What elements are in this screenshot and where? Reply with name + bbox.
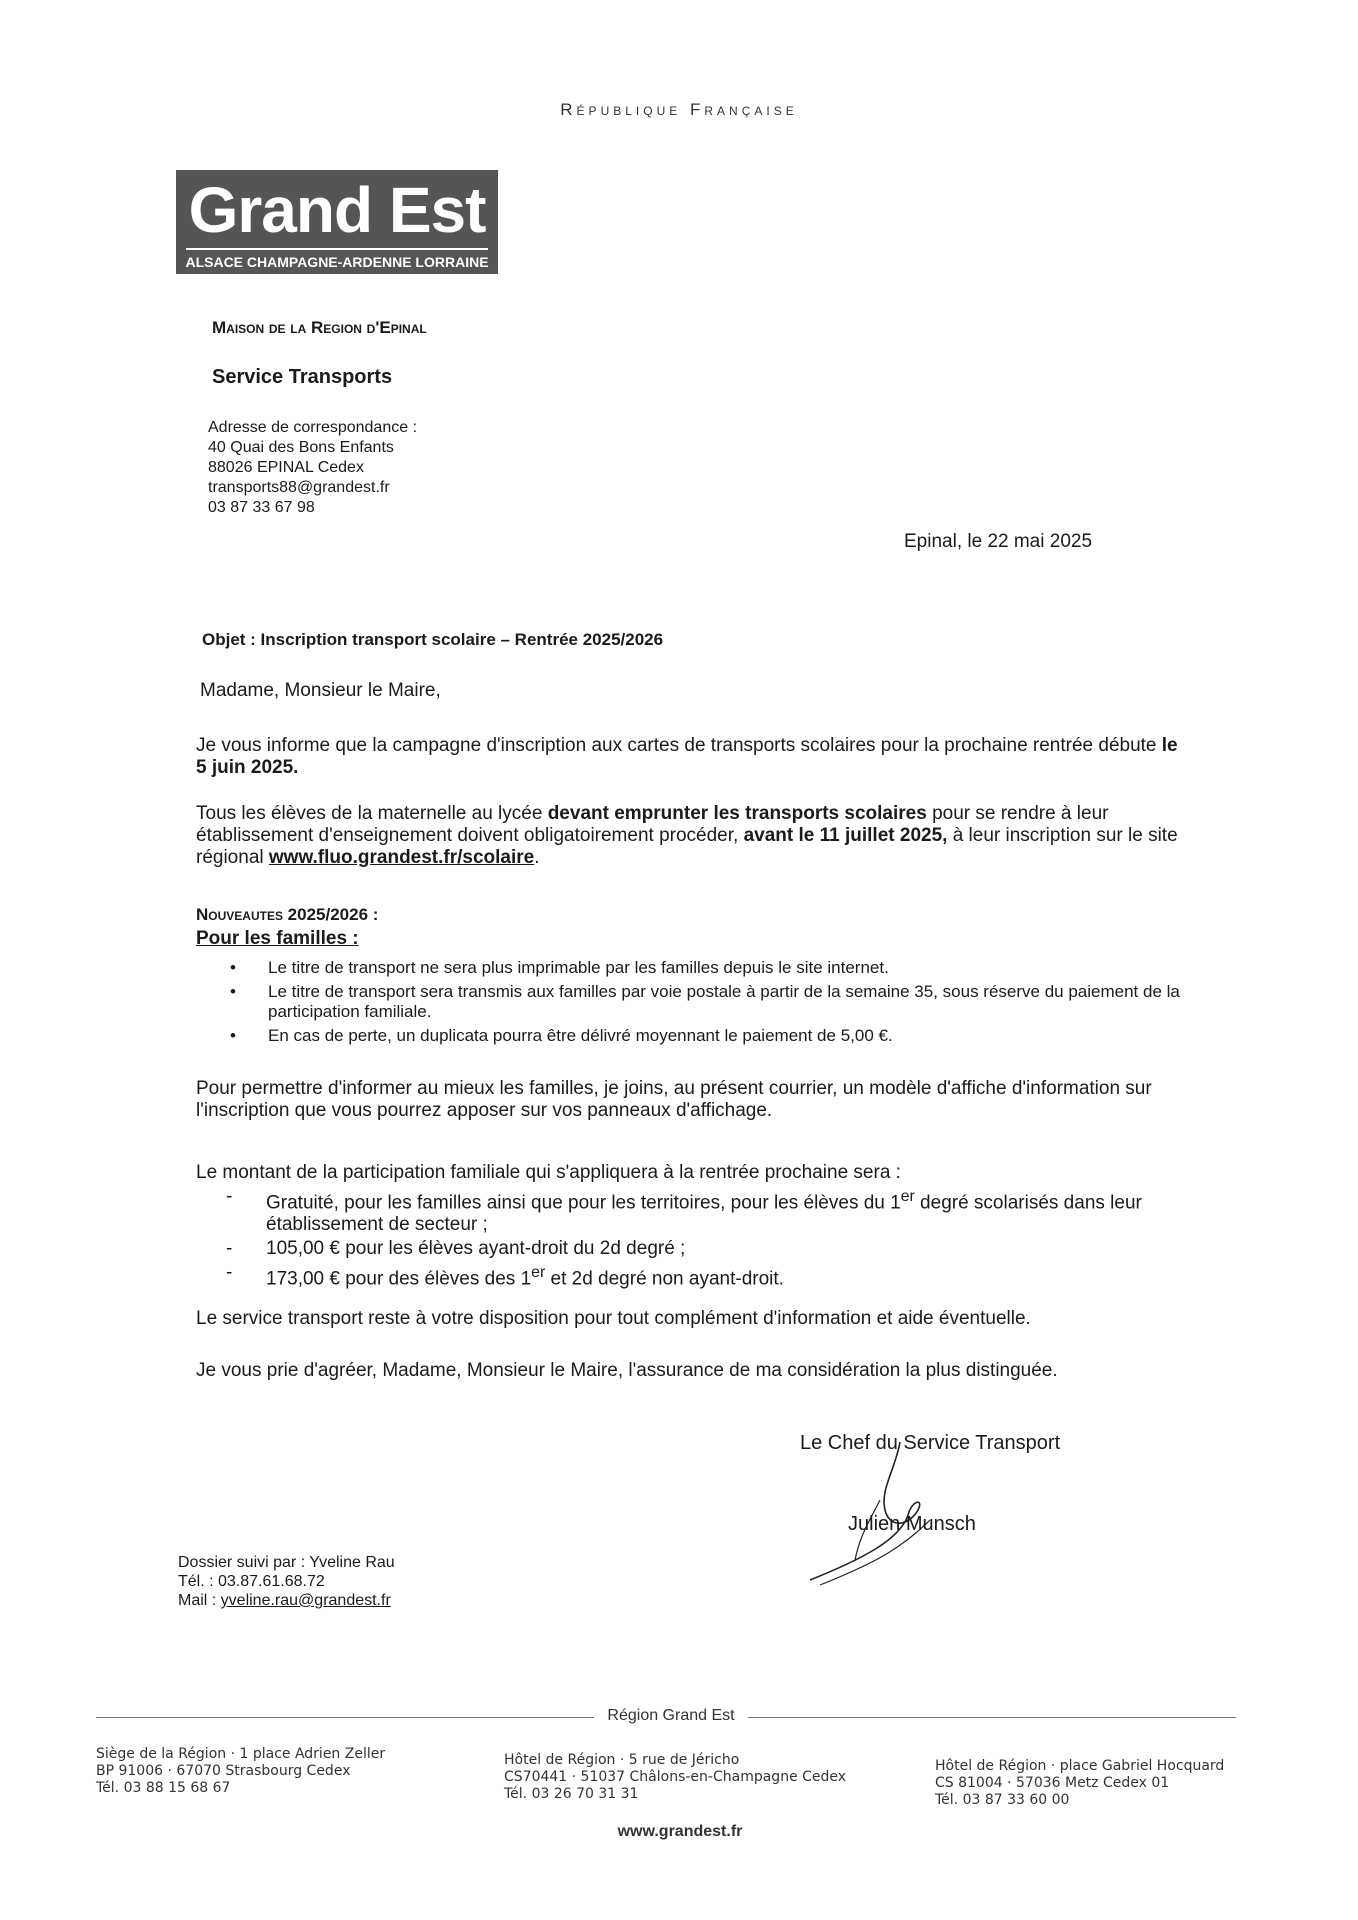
p1-date: le 5 juin 2025. (196, 735, 1178, 778)
list-item: • En cas de perte, un duplicata pourra être délivré moyennant le paiement de 5,00 €. (230, 1026, 1190, 1046)
dossier-phone: Tél. : 03.87.61.68.72 (178, 1573, 325, 1590)
footer-line: CS70441 · 51037 Châlons-en-Champagne Cedex (504, 1769, 847, 1785)
address-street: 40 Quai des Bons Enfants (208, 439, 394, 456)
footer-line: Tél. 03 87 33 60 00 (935, 1792, 1070, 1808)
dossier-mail-link[interactable]: yveline.rau@grandest.fr (220, 1592, 391, 1609)
familles-subheading: Pour les familles : (196, 928, 359, 949)
tarif-1-b: degré scolarisés dans leur établissement de secteur ; (266, 1192, 1142, 1236)
salutation: Madame, Monsieur le Maire, (200, 680, 441, 701)
letter-date: Epinal, le 22 mai 2025 (904, 531, 1093, 552)
footer-address-strasbourg (96, 1746, 385, 1797)
p2-text-2: pour se rendre à leur établissement d'enseignement doivent obligatoirement procéder, (196, 803, 1109, 846)
list-item: - 105,00 € pour les élèves ayant-droit du 2d degré ; (220, 1238, 1200, 1260)
tarif-1-sup: er (900, 1188, 915, 1205)
dossier-contact (178, 1553, 395, 1610)
list-item: • Le titre de transport ne sera plus imprimable par les familles depuis le site internet. (230, 958, 1190, 978)
footer-line: Hôtel de Région · place Gabriel Hocquard (935, 1758, 1225, 1774)
tarifs-list (220, 1186, 1200, 1293)
nouveautes-list (230, 958, 1190, 1050)
paragraph-tarifs-intro: Le montant de la participation familiale qui s'appliquera à la rentrée prochaine sera : (196, 1162, 901, 1183)
list-item: • Le titre de transport sera transmis aux familles par voie postale à partir de la semaine 35, sous réserve du paiement de la participation familiale. (230, 982, 1190, 1022)
footer-region-label: Région Grand Est (607, 1707, 735, 1724)
tarif-3-b: et 2d degré non ayant-droit. (545, 1268, 784, 1290)
registration-link[interactable]: www.fluo.grandest.fr/scolaire (268, 847, 535, 868)
footer-divider-right (748, 1717, 1236, 1718)
footer-line: Hôtel de Région · 5 rue de Jéricho (504, 1752, 740, 1768)
footer-website-link[interactable]: www.grandest.fr (617, 1823, 743, 1840)
p2-bold-1: devant emprunter les transports scolaires (547, 803, 927, 824)
footer-line: Tél. 03 26 70 31 31 (504, 1786, 639, 1802)
footer-divider-left (96, 1717, 594, 1718)
paragraph-registration (196, 803, 1192, 869)
footer-line: Tél. 03 88 15 68 67 (96, 1780, 231, 1796)
tarif-3-sup: er (531, 1264, 546, 1282)
address-city: 88026 EPINAL Cedex (208, 459, 364, 476)
dossier-mail-label: Mail : (178, 1592, 221, 1609)
logo-divider (186, 248, 488, 250)
logo-wordmark: Grand Est (188, 174, 486, 246)
logo-subtitle: ALSACE CHAMPAGNE-ARDENNE LORRAINE (185, 254, 489, 270)
p2-text-3: à leur inscription sur le site régional (196, 825, 1178, 868)
signer-name: Julien Munsch (848, 1513, 976, 1535)
dossier-owner: Dossier suivi par : Yveline Rau (178, 1554, 395, 1571)
p2-text-4: . (534, 847, 540, 868)
p2-deadline: avant le 11 juillet 2025, (743, 825, 948, 846)
footer-line: CS 81004 · 57036 Metz Cedex 01 (935, 1775, 1170, 1791)
footer-line: BP 91006 · 67070 Strasbourg Cedex (96, 1763, 351, 1779)
sender-email: transports88@grandest.fr (208, 479, 390, 496)
paragraph-poster: Pour permettre d'informer au mieux les familles, je joins, au présent courrier, un modèle d'affiche d'information sur l'inscription que vous pourrez apposer sur vos panneaux d'affichage. (196, 1078, 1152, 1121)
footer-address-chalons (504, 1752, 846, 1803)
paragraph-disposition: Le service transport reste à votre disposition pour tout complément d'information et aide éventuelle. (196, 1308, 1031, 1329)
signer-title: Le Chef du Service Transport (800, 1432, 1061, 1454)
sender-phone: 03 87 33 67 98 (208, 499, 315, 516)
republique-francaise: République Française (560, 100, 798, 119)
paragraph-closing: Je vous prie d'agréer, Madame, Monsieur le Maire, l'assurance de ma considération la plus distinguée. (196, 1360, 1058, 1381)
tarif-1-a: Gratuité, pour les familles ainsi que pour les territoires, pour les élèves du 1 (266, 1192, 901, 1214)
sender-address (208, 418, 417, 518)
sender-organisation: Maison de la Region d'Epinal (212, 318, 427, 337)
letter-subject: Objet : Inscription transport scolaire – Rentrée 2025/2026 (202, 630, 664, 649)
footer-line: Siège de la Région · 1 place Adrien Zeller (96, 1746, 386, 1762)
p2-text-1: Tous les élèves de la maternelle au lycée (196, 803, 548, 824)
nouveautes-heading: Nouveautes 2025/2026 : (196, 905, 379, 924)
list-item (220, 1262, 1200, 1290)
list-item (220, 1186, 1200, 1236)
grand-est-logo (176, 170, 498, 274)
dossier-mail-line (178, 1591, 395, 1610)
tarif-3-a: 173,00 € pour des élèves des 1 (266, 1268, 532, 1290)
address-label: Adresse de correspondance : (208, 419, 418, 436)
footer-address-metz (935, 1758, 1224, 1809)
paragraph-campaign (196, 735, 1192, 779)
p1-text: Je vous informe que la campagne d'inscription aux cartes de transports scolaires pour la prochaine rentrée débute (196, 735, 1162, 756)
sender-service: Service Transports (212, 366, 393, 388)
